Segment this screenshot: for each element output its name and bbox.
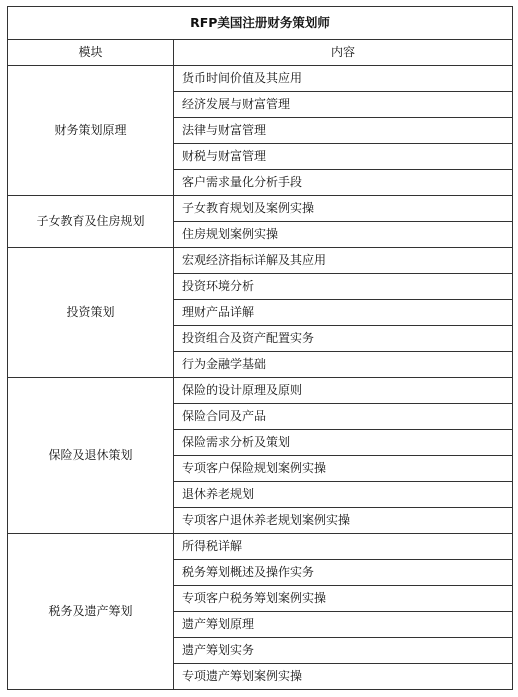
table-row bbox=[8, 534, 513, 560]
table-row bbox=[8, 378, 513, 404]
content-item: 保险合同及产品 bbox=[174, 404, 513, 430]
content-item: 住房规划案例实操 bbox=[174, 222, 513, 248]
content-item: 遗产筹划实务 bbox=[174, 638, 513, 664]
content-item: 货币时间价值及其应用 bbox=[174, 66, 513, 92]
content-item: 专项客户退休养老规划案例实操 bbox=[174, 508, 513, 534]
content-item: 保险需求分析及策划 bbox=[174, 430, 513, 456]
module-cell: 子女教育及住房规划 bbox=[8, 196, 174, 248]
content-item: 投资环境分析 bbox=[174, 274, 513, 300]
table-body bbox=[8, 66, 513, 690]
table-row bbox=[8, 248, 513, 274]
content-item: 财税与财富管理 bbox=[174, 144, 513, 170]
table-row bbox=[8, 66, 513, 92]
content-item: 所得税详解 bbox=[174, 534, 513, 560]
header-content: 内容 bbox=[174, 40, 513, 66]
content-item: 遗产筹划原理 bbox=[174, 612, 513, 638]
content-item: 保险的设计原理及原则 bbox=[174, 378, 513, 404]
content-item: 行为金融学基础 bbox=[174, 352, 513, 378]
content-item: 专项客户税务筹划案例实操 bbox=[174, 586, 513, 612]
content-item: 客户需求量化分析手段 bbox=[174, 170, 513, 196]
header-row bbox=[8, 40, 513, 66]
content-item: 理财产品详解 bbox=[174, 300, 513, 326]
content-item: 税务筹划概述及操作实务 bbox=[174, 560, 513, 586]
table-row bbox=[8, 196, 513, 222]
content-item: 投资组合及资产配置实务 bbox=[174, 326, 513, 352]
header-module: 模块 bbox=[8, 40, 174, 66]
module-cell: 税务及遗产筹划 bbox=[8, 534, 174, 690]
content-item: 宏观经济指标详解及其应用 bbox=[174, 248, 513, 274]
title-row bbox=[8, 7, 513, 40]
table-title: RFP美国注册财务策划师 bbox=[8, 7, 513, 40]
content-item: 子女教育规划及案例实操 bbox=[174, 196, 513, 222]
content-item: 专项遗产筹划案例实操 bbox=[174, 664, 513, 690]
course-table bbox=[7, 6, 513, 690]
module-cell: 保险及退休策划 bbox=[8, 378, 174, 534]
content-item: 法律与财富管理 bbox=[174, 118, 513, 144]
content-item: 专项客户保险规划案例实操 bbox=[174, 456, 513, 482]
document-page bbox=[7, 6, 513, 690]
content-item: 经济发展与财富管理 bbox=[174, 92, 513, 118]
content-item: 退休养老规划 bbox=[174, 482, 513, 508]
module-cell: 投资策划 bbox=[8, 248, 174, 378]
module-cell: 财务策划原理 bbox=[8, 66, 174, 196]
